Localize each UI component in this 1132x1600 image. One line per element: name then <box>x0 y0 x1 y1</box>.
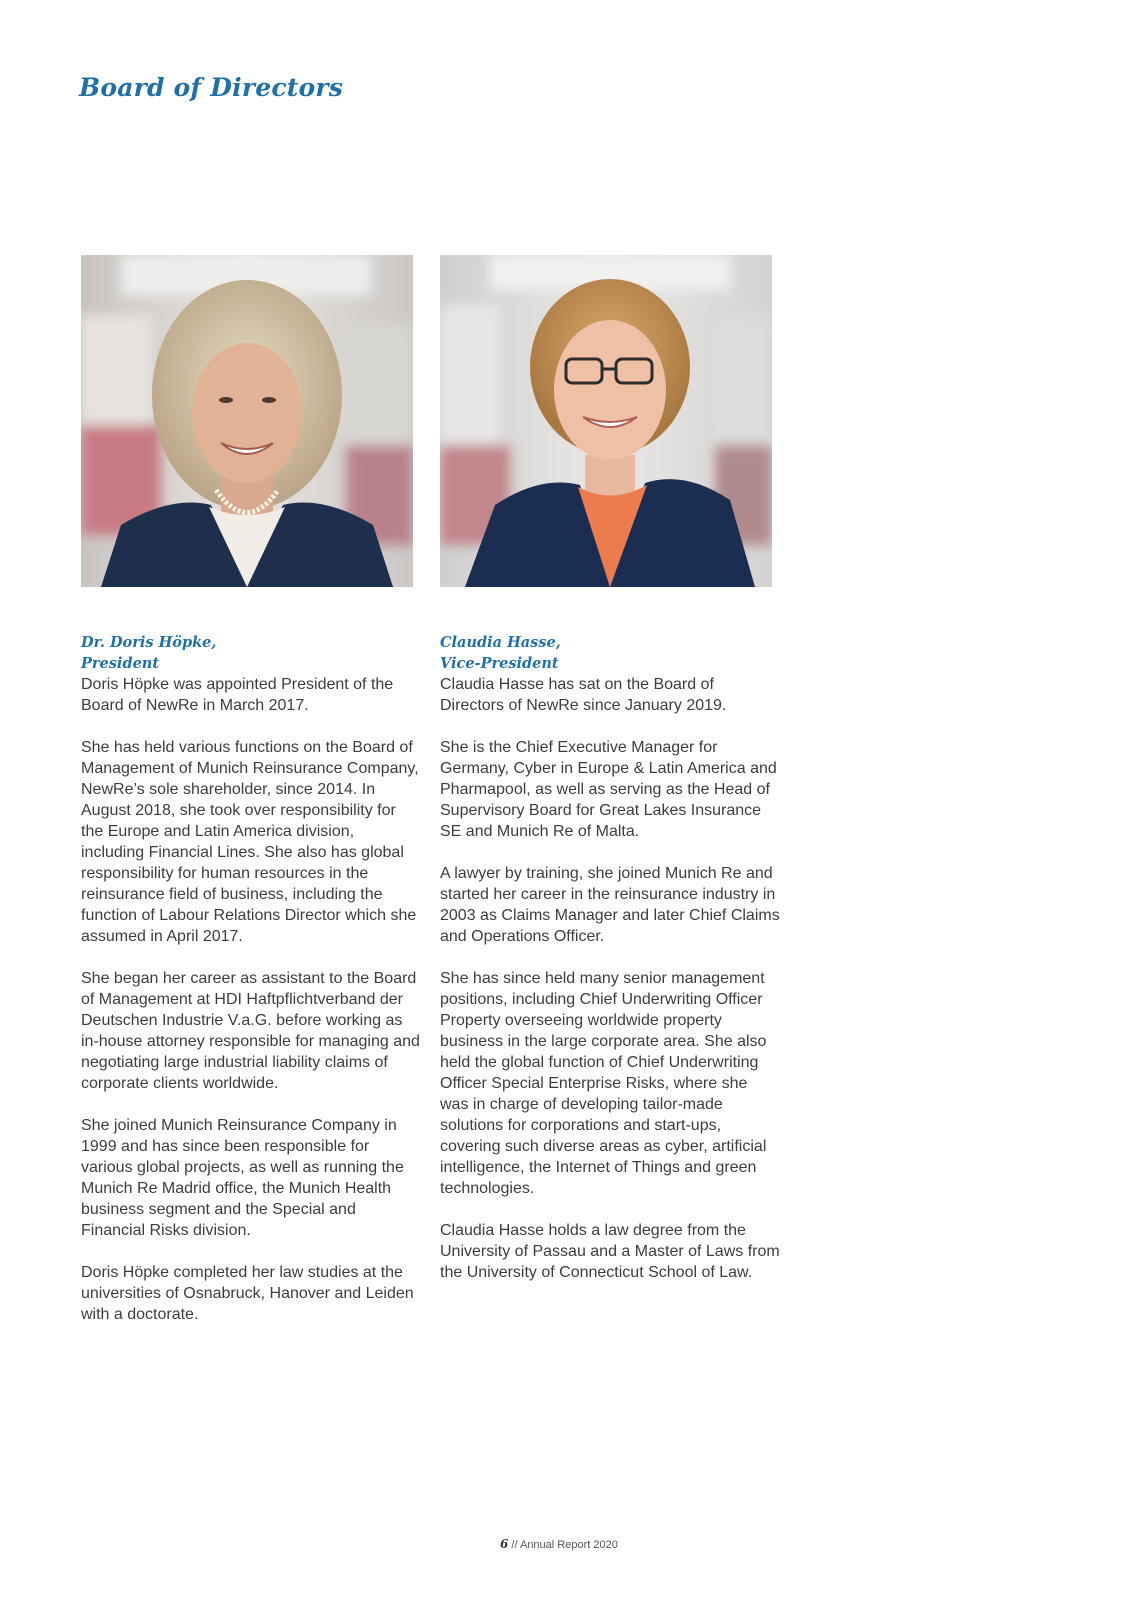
director-role: Vice-President <box>440 655 559 672</box>
footer-text: // Annual Report 2020 <box>508 1539 618 1551</box>
director-name: Dr. Doris Höpke, <box>81 634 217 651</box>
bio-paragraph: A lawyer by training, she joined Munich Re and started her career in the reinsurance industry in 2003 as Claims Manager and later Chief Claims and Operations Officer. <box>440 865 780 945</box>
director-bio-hoepke <box>81 632 421 1346</box>
bio-paragraph: She is the Chief Executive Manager for Germany, Cyber in Europe & Latin America and Pharmapool, as well as serving as the Head of Supervisory Board for Great Lakes Insurance SE and Munich Re of Malta. <box>440 739 777 840</box>
director-name: Claudia Hasse, <box>440 634 561 651</box>
bio-paragraph: She has since held many senior management positions, including Chief Underwriting Officer Property overseeing worldwide property business in the large corporate area. She also held the global function of Chief Underwriting Officer Special Enterprise Risks, where she was in charge of developing tailor-made solutions for corporations and start-ups, covering such diverse areas as cyber, artificial intelligence, the Internet of Things and green technologies. <box>440 970 767 1197</box>
page-number: 6 <box>500 1537 509 1551</box>
page-footer <box>500 1537 618 1551</box>
director-photo-hasse <box>440 255 772 587</box>
director-photo-hoepke <box>81 255 413 587</box>
page-title: Board of Directors <box>79 73 344 102</box>
director-role: President <box>81 655 160 672</box>
bio-paragraph: Claudia Hasse has sat on the Board of Directors of NewRe since January 2019. <box>440 676 727 714</box>
bio-paragraph: Doris Höpke completed her law studies at the universities of Osnabruck, Hanover and Leiden with a doctorate. <box>81 1264 414 1323</box>
director-bio-hasse <box>440 632 780 1304</box>
bio-paragraph: She joined Munich Reinsurance Company in 1999 and has since been responsible for various global projects, as well as running the Munich Re Madrid office, the Munich Health business segment and the Special and Financial Risks division. <box>81 1117 404 1239</box>
bio-paragraph: She began her career as assistant to the Board of Management at HDI Haftpflichtverband der Deutschen Industrie V.a.G. before working as in-house attorney responsible for managing and negotiating large industrial liability claims of corporate clients worldwide. <box>81 970 420 1092</box>
bio-paragraph: She has held various functions on the Board of Management of Munich Reinsurance Company, NewRe’s sole shareholder, since 2014. In August 2018, she took over responsibility for the Europe and Latin America division, including Financial Lines. She also has global responsibility for human resources in the reinsurance field of business, including the function of Labour Relations Director which she assumed in April 2017. <box>81 739 419 945</box>
bio-paragraph: Claudia Hasse holds a law degree from the University of Passau and a Master of Laws from the University of Connecticut School of Law. <box>440 1222 780 1281</box>
bio-paragraph: Doris Höpke was appointed President of the Board of NewRe in March 2017. <box>81 676 394 714</box>
